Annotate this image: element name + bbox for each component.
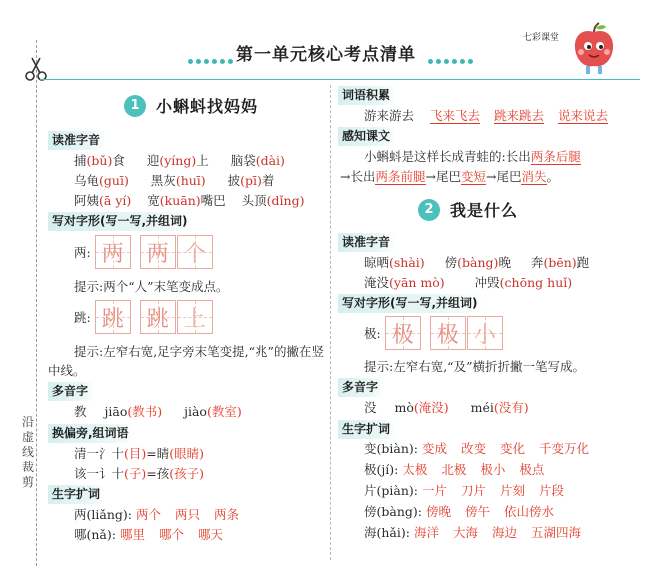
reading-word: 头顶(dǐng) — [241, 193, 305, 208]
lesson-number-badge: 2 — [418, 199, 440, 221]
reading-word: 乌龟(guī) — [74, 173, 129, 188]
section-tag-feel: 感知课文 — [338, 127, 396, 146]
writing-row-liang — [74, 235, 214, 269]
writing-hint-tiao: 提示:左窄右宽,足字旁末笔变提,“兆”的撇在竖中线。 — [48, 344, 324, 378]
reading-word: 淹没(yān mò) — [364, 275, 445, 290]
practice-cell: 极 — [385, 316, 421, 350]
writing-label: 跳: — [74, 310, 91, 325]
section-tag-polyphone: 多音字 — [338, 378, 384, 397]
reading-line-3 — [74, 192, 304, 209]
reading-word: 傍(bàng)晚 — [444, 255, 511, 270]
page-title: 第一单元核心考点清单 — [236, 45, 416, 65]
feel-line-2: →长出两条前腿→尾巴变短→尾巴消失。 — [340, 169, 560, 184]
lesson-2-title — [418, 198, 518, 221]
vocab-line: 游来游去 飞来飞去 跳来跳去 说来说去 — [364, 108, 609, 123]
section-tag-polyphone: 多音字 — [48, 382, 94, 401]
practice-cell: 跳 — [140, 300, 176, 334]
section-tag-radical: 换偏旁,组词语 — [48, 424, 135, 443]
expand-line-na: 哪(nǎ): 哪里 哪个 哪天 — [74, 527, 223, 542]
lesson-1-title — [124, 94, 258, 117]
column-divider — [330, 85, 331, 560]
radical-line-2: 该一讠十(子)=孩(孩子) — [74, 466, 205, 481]
practice-cell: 两 — [140, 235, 176, 269]
section-tag-writing: 写对字形(写一写,并组词) — [338, 294, 484, 313]
reading-word: 晾晒(shài) — [364, 255, 425, 270]
writing-row-tiao — [74, 300, 214, 334]
reading-word: 宽(kuān)嘴巴 — [147, 193, 226, 208]
expand-line-hai: 海(hǎi): 海洋 大海 海边 五湖四海 — [364, 525, 581, 540]
writing-row-ji — [364, 316, 504, 350]
reading-word: 迎(yíng)上 — [146, 153, 209, 168]
section-tag-reading: 读准字音 — [338, 233, 396, 252]
radical-line-1: 清一氵十(目)=睛(眼睛) — [74, 446, 205, 461]
header-dots-left — [188, 49, 236, 68]
practice-cell: 个 — [177, 235, 213, 269]
practice-cell: 跳 — [95, 300, 131, 334]
reading-line-1 — [364, 254, 589, 271]
reading-word: 冲毁(chōng huǐ) — [474, 275, 573, 290]
practice-cell: 小 — [467, 316, 503, 350]
expand-line-ji: 极(jí): 太极 北极 极小 极点 — [364, 462, 545, 477]
practice-cell: 两 — [95, 235, 131, 269]
cut-label: 沿虚线裁剪 — [22, 415, 35, 489]
brand-label: 七彩课堂 — [523, 33, 560, 43]
apple-mascot-icon — [572, 22, 616, 76]
lesson-name: 我是什么 — [450, 201, 519, 220]
feel-line-1: 小蝌蚪是这样长成青蛙的:长出两条后腿 — [364, 149, 581, 164]
polyphone-line: 教 jiāo(教书) jiào(教室) — [74, 404, 242, 419]
lesson-number-badge: 1 — [124, 95, 146, 117]
reading-line-2 — [74, 172, 274, 189]
expand-line-pian: 片(piàn): 一片 刀片 片刻 片段 — [364, 483, 564, 498]
section-tag-vocab: 词语积累 — [338, 86, 396, 105]
expand-line-bang: 傍(bàng): 傍晚 傍午 依山傍水 — [364, 504, 554, 519]
writing-hint-liang: 提示:两个“人”末笔变成点。 — [74, 279, 229, 294]
section-tag-reading: 读准字音 — [48, 131, 106, 150]
expand-line-bian: 变(biàn): 变成 改变 变化 千变万化 — [364, 441, 589, 456]
reading-line-2 — [364, 274, 572, 291]
writing-label: 两: — [74, 245, 91, 260]
header-dots-right — [428, 49, 476, 68]
reading-word: 披(pī)着 — [227, 173, 275, 188]
practice-cell: 极 — [430, 316, 466, 350]
header-rule — [40, 79, 640, 80]
reading-word: 捕(bǔ)食 — [74, 153, 125, 168]
writing-label: 极: — [364, 326, 381, 341]
expand-line-liang: 两(liǎng): 两个 两只 两条 — [74, 507, 239, 522]
reading-word: 黑灰(huī) — [150, 173, 206, 188]
section-tag-writing: 写对字形(写一写,并组词) — [48, 212, 194, 231]
lesson-name: 小蝌蚪找妈妈 — [156, 97, 259, 116]
reading-word: 阿姨(ā yí) — [74, 193, 132, 208]
polyphone-line: 没 mò(淹没) méi(没有) — [364, 400, 529, 415]
writing-hint-ji: 提示:左窄右宽,“及”横折折撇一笔写成。 — [364, 359, 585, 374]
practice-cell: 上 — [177, 300, 213, 334]
section-tag-expand: 生字扩词 — [338, 420, 396, 439]
section-tag-expand: 生字扩词 — [48, 485, 106, 504]
reading-word: 奔(bēn)跑 — [530, 255, 590, 270]
reading-line-1 — [74, 152, 285, 169]
reading-word: 脑袋(dài) — [230, 153, 285, 168]
